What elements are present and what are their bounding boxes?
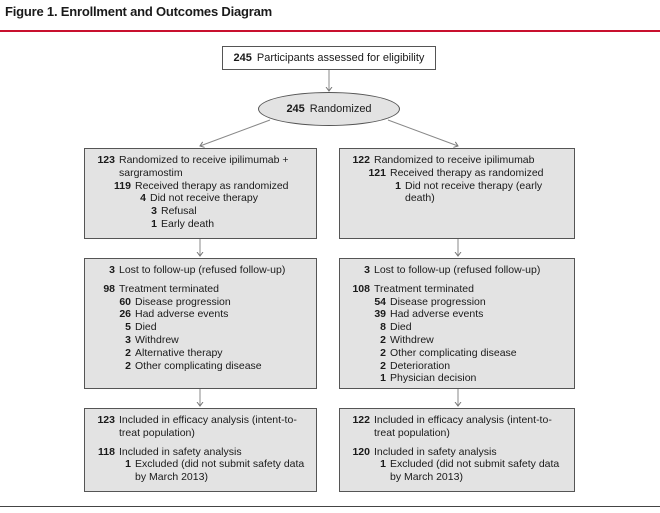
bottom-rule (0, 506, 660, 507)
left-termination-reason-row (91, 360, 310, 373)
left-lost-followup-row-count: 3 (109, 264, 115, 276)
right-analysis-row (346, 458, 568, 484)
left-allocation-row-count: 123 (97, 154, 115, 166)
right-analysis-row-count: 1 (380, 458, 386, 471)
right-termination-reason-row (346, 321, 568, 334)
left-allocation-row-count: 4 (140, 192, 146, 205)
right-termination-reason-row-count: 2 (380, 359, 386, 372)
right-lost-followup-row-label: Lost to follow-up (refused follow-up) (374, 264, 541, 276)
right-termination-reason-row-count: 39 (374, 308, 386, 321)
right-termination-reason-row (346, 347, 568, 360)
left-termination-reason-row-count: 26 (119, 308, 131, 321)
right-termination-reason-row-label: Had adverse events (390, 308, 484, 321)
right-analysis-row-label: Included in safety analysis (374, 445, 497, 458)
left-termination-reason-row (91, 347, 310, 360)
randomized-label: Randomized (309, 103, 372, 115)
right-termination-reason-row (346, 308, 568, 321)
figure-title: Figure 1. Enrollment and Outcomes Diagram (5, 4, 273, 19)
left-termination-reason-row-label: Alternative therapy (135, 346, 223, 359)
right-termination-reason-row-count: 54 (374, 295, 386, 308)
left-termination-reason-row-count: 3 (125, 333, 131, 346)
right-followup-box (339, 258, 575, 389)
right-analysis-row (346, 414, 568, 440)
left-analysis-row-label: Included in efficacy analysis (intent-to-treat population) (119, 414, 297, 439)
right-analysis-row-count: 122 (352, 414, 370, 426)
left-analysis-row-count: 118 (98, 445, 115, 458)
right-allocation-row-label: Did not receive therapy (early death) (405, 179, 543, 205)
right-analysis-row-count: 120 (352, 445, 370, 458)
left-lost-followup-row (91, 264, 310, 277)
right-allocation-row (346, 180, 568, 206)
right-termination-reason-row (346, 360, 568, 373)
left-termination-reason-row-count: 5 (125, 321, 131, 334)
left-allocation-row (91, 205, 310, 218)
right-termination-reason-row-label: Disease progression (390, 295, 486, 308)
left-analysis-row (91, 446, 310, 459)
left-termination-reason-row-count: 60 (119, 295, 131, 308)
right-termination-reason-row-count: 2 (380, 346, 386, 359)
left-allocation-row-count: 3 (151, 205, 157, 218)
left-termination-reason-row-label: Other complicating disease (135, 359, 262, 372)
right-analysis-row-label: Included in efficacy analysis (intent-to-treat population) (374, 414, 552, 439)
assessed-box (222, 46, 436, 70)
right-termination-reason-row (346, 372, 568, 385)
connector-randomized-left (200, 120, 270, 146)
left-termination-reason-row-label: Withdrew (135, 333, 179, 346)
right-termination-reason-row-count: 2 (380, 333, 386, 346)
right-allocation-row-count: 121 (368, 166, 386, 179)
right-termination-reason-row-label: Died (390, 321, 412, 334)
left-termination-reason-row-label: Died (135, 321, 157, 334)
right-termination-reason-row (346, 296, 568, 309)
left-termination-reason-row-count: 2 (125, 346, 131, 359)
left-allocation-row (91, 154, 310, 180)
randomized-count: 245 (286, 103, 305, 115)
right-analysis-box (339, 408, 575, 492)
right-allocation-row-count: 122 (352, 154, 370, 166)
right-analysis-row (346, 446, 568, 459)
left-lost-followup-row-label: Lost to follow-up (refused follow-up) (119, 264, 286, 276)
right-termination-reason-row (346, 334, 568, 347)
right-analysis-row-label: Excluded (did not submit safety data by March 2013) (390, 458, 560, 484)
left-analysis-row-count: 1 (125, 458, 131, 471)
left-allocation-box (84, 148, 317, 239)
left-terminated-row (91, 283, 310, 296)
right-lost-followup-row (346, 264, 568, 277)
left-allocation-row-label: Early death (161, 217, 215, 230)
connector-randomized-right (388, 120, 458, 146)
right-allocation-row (346, 154, 568, 167)
left-analysis-box (84, 408, 317, 492)
right-allocation-box (339, 148, 575, 239)
left-termination-reason-row-label: Disease progression (135, 295, 231, 308)
right-terminated-row (346, 283, 568, 296)
left-termination-reason-row-count: 2 (125, 359, 131, 372)
left-allocation-row (91, 192, 310, 205)
left-termination-reason-row (91, 321, 310, 334)
assessed-label: Participants assessed for eligibility (256, 52, 425, 64)
left-termination-reason-row (91, 296, 310, 309)
right-allocation-row-label: Randomized to receive ipilimumab (374, 154, 535, 166)
left-analysis-row (91, 414, 310, 440)
left-allocation-row-label: Refusal (161, 205, 197, 218)
left-terminated-row-count: 98 (103, 282, 115, 295)
assessed-count: 245 (233, 52, 252, 64)
right-termination-reason-row-label: Other complicating disease (390, 346, 517, 359)
left-termination-reason-row (91, 334, 310, 347)
right-termination-reason-row-label: Physician decision (390, 372, 477, 385)
left-allocation-row-count: 1 (151, 217, 157, 230)
left-termination-reason-row-label: Had adverse events (135, 308, 229, 321)
left-allocation-row (91, 180, 310, 193)
left-followup-box (84, 258, 317, 389)
right-termination-reason-row-label: Withdrew (390, 333, 434, 346)
right-allocation-row (346, 167, 568, 180)
left-allocation-row-count: 119 (114, 179, 131, 192)
left-analysis-row-count: 123 (97, 414, 115, 426)
left-terminated-row-label: Treatment terminated (119, 282, 219, 295)
right-termination-reason-row-count: 1 (380, 372, 386, 385)
right-lost-followup-row-count: 3 (364, 264, 370, 276)
right-terminated-row-label: Treatment terminated (374, 282, 474, 295)
left-allocation-row-label: Received therapy as randomized (135, 179, 289, 192)
left-termination-reason-row (91, 308, 310, 321)
right-allocation-row-label: Received therapy as randomized (390, 166, 544, 179)
left-analysis-row-label: Excluded (did not submit safety data by March 2013) (135, 458, 305, 484)
left-allocation-row (91, 218, 310, 231)
right-termination-reason-row-count: 8 (380, 321, 386, 334)
right-allocation-row-count: 1 (395, 179, 401, 192)
left-analysis-row-label: Included in safety analysis (119, 445, 242, 458)
right-terminated-row-count: 108 (352, 282, 370, 295)
left-allocation-row-label: Randomized to receive ipilimumab + sargramostim (119, 154, 289, 179)
right-termination-reason-row-label: Deterioration (390, 359, 451, 372)
left-analysis-row (91, 458, 310, 484)
randomized-oval (258, 92, 400, 126)
left-allocation-row-label: Did not receive therapy (150, 192, 258, 205)
